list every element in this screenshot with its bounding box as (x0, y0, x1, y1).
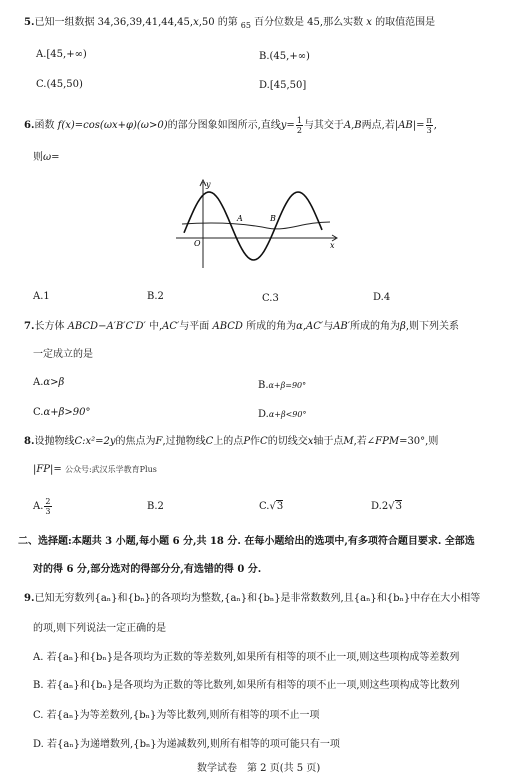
section2-heading-line2: 对的得 6 分,部分选对的得部分分,有选错的得 0 分. (33, 564, 262, 575)
q6-graph (172, 176, 344, 272)
q8-option-a-fraction: $\frac{2}{3}$ (45, 497, 51, 516)
q6-horizontal-line (182, 222, 330, 229)
q5-option-d: D.[45,50] (259, 80, 307, 91)
q5-option-b: B.(45,+∞) (259, 51, 310, 62)
q9-option-b: B. 若{aₙ}和{bₙ}是各项均为正数的等比数列,如果所有相等的项不止一项,则这些项构成等比数列 (33, 680, 460, 691)
q6-label-origin: O (194, 239, 201, 248)
q8-option-a: A. $\frac{2}{3}$ (33, 497, 51, 516)
q6-label-y: y (206, 180, 211, 189)
q6-option-a: A.1 (33, 291, 50, 302)
q7-option-b: B.α+β=90° (258, 380, 307, 391)
q9-stem-line1: 9.已知无穷数列{aₙ}和{bₙ}的各项均为整数,{aₙ}和{bₙ}是非常数数列,且{aₙ}和{bₙ}中存在大小相等 (24, 593, 481, 604)
q8-option-c-sqrt-icon: √ (269, 501, 276, 512)
q7-stem-line2: 一定成立的是 (33, 349, 93, 360)
q8-option-c: C.√3 (259, 501, 284, 512)
q9-stem-line2: 的项,则下列说法一定正确的是 (33, 623, 167, 634)
q6-label-a: A (237, 214, 243, 223)
q8-stem-line2: |FP|= 公众号:武汉乐学教育Plus (33, 464, 157, 475)
q7-option-d: D.α+β<90° (258, 409, 307, 420)
q5-stem: 5.已知一组数据 34,36,39,41,44,45,x,50 的第 $_{65}$ 百分位数是 45,那么实数 x 的取值范围是 (24, 17, 436, 30)
q8-option-d-sqrt-icon: √ (388, 501, 395, 512)
page-footer: 数学试卷 第 2 页(共 5 页) (197, 763, 321, 774)
q8-stem-line1: 8.设抛物线C:x²=2y的焦点为F,过抛物线C上的点P作C的切线交x轴于点M,若∠FPM=30°,则 (24, 436, 439, 447)
q9-option-a: A. 若{aₙ}和{bₙ}是各项均为正数的等差数列,如果所有相等的项不止一项,则这些项构成等差数列 (33, 652, 460, 663)
q7-option-a: A.α>β (33, 377, 65, 388)
q6-stem: 6.函数 f(x)=cos(ωx+φ)(ω>0)的部分图象如图所示,直线y= $\frac{1}{2}$ 与其交于A,B两点,若|AB|= $\frac{\pi}{3}$ , (24, 116, 437, 135)
q9-option-d: D. 若{aₙ}为递增数列,{bₙ}为递减数列,则所有相等的项可能只有一项 (33, 739, 340, 750)
q9-option-c: C. 若{aₙ}为等差数列,{bₙ}为等比数列,则所有相等的项不止一项 (33, 710, 320, 721)
watermark-text: 公众号:武汉乐学教育Plus (64, 465, 157, 474)
q6-option-d: D.4 (373, 292, 391, 303)
q8-option-b: B.2 (147, 501, 164, 512)
q6-option-c: C.3 (262, 293, 279, 304)
q7-stem-line1: 7.长方体 ABCD−A′B′C′D′ 中,AC′与平面 ABCD 所成的角为α,AC′与AB′所成的角为β,则下列关系 (24, 321, 459, 332)
q6-label-b: B (270, 214, 276, 223)
q5-option-c: C.(45,50) (36, 79, 83, 90)
section2-heading-line1: 二、选择题:本题共 3 小题,每小题 6 分,共 18 分. 在每小题给出的选项中,有多项符合题目要求. 全部选 (18, 536, 475, 547)
q7-option-c: C.α+β>90° (33, 407, 91, 418)
q6-pi-fraction: $\frac{\pi}{3}$ (426, 116, 432, 135)
q8-option-d: D.2√3 (371, 501, 402, 512)
q6-half-fraction: $\frac{1}{2}$ (296, 116, 302, 135)
q6-label-x: x (330, 241, 335, 250)
q6-option-b: B.2 (147, 291, 164, 302)
q6-then: 则ω= (33, 152, 60, 163)
q5-option-a: A.[45,+∞) (36, 49, 87, 60)
